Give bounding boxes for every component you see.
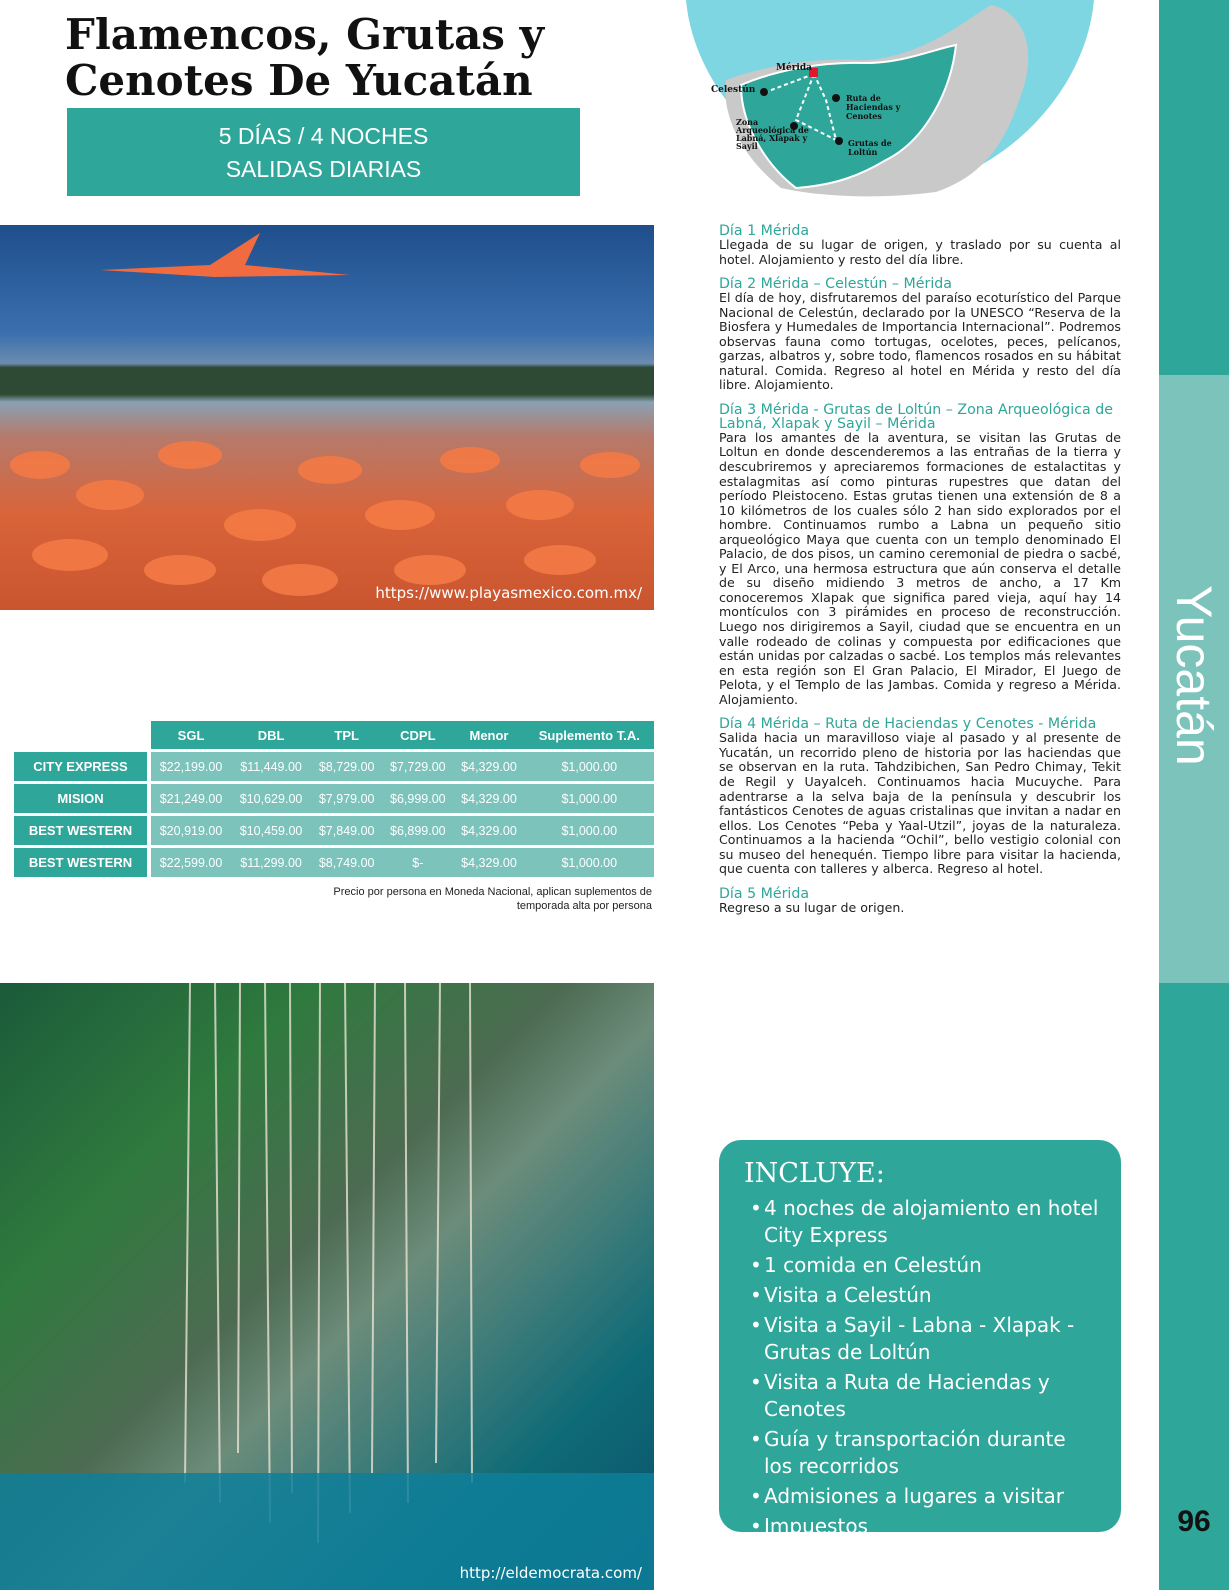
day-description: Regreso a su lugar de origen. [719, 899, 905, 915]
hotel-name: CITY EXPRESS [14, 752, 147, 781]
list-item: • Impuestos [764, 1513, 1099, 1540]
day-title: Día 5 Mérida [719, 885, 810, 902]
flamingos-photo [0, 225, 654, 610]
celestun-marker [760, 88, 768, 96]
price-cell: $10,629.00 [231, 784, 311, 813]
grutas-marker [835, 137, 843, 145]
flamingos-illustration [0, 225, 654, 610]
table-row [14, 752, 654, 781]
list-item: • Guía y transportación durante los recorridos [764, 1426, 1099, 1480]
price-cell: $7,979.00 [311, 784, 382, 813]
route-map [686, 0, 1094, 200]
map-label-zona-3: Labná, Xlapak y [736, 133, 808, 143]
header-tpl: TPL [311, 721, 382, 749]
price-cell: $7,729.00 [382, 752, 453, 781]
table-row [14, 784, 654, 813]
hotel-name: MISION [14, 784, 147, 813]
day-description: Para los amantes de la aventura, se visitan las Grutas de Loltun en donde descenderemos a las entrañas de la tierra y descubriremos y apreciaremos formaciones de estalactitas y estalagmitas así como pinturas rupestres que datan del período Pleistoceno. Estas grutas tienen una extensión de 8 a 10 kilómetros de los cuales sólo 2 han sido explorados por el hombre. Continuamos rumbo a Labna un pequeño sitio arqueológico Maya que cuenta con un templo denominado El Palacio, de dos pisos, un camino ceremonial de piedra o sacbé, y El Arco, una hermosa estructura que aún conserva el detalle de su diseño midiendo 3 metros de ancho, a 17 Km conoceremos Xlapak que significa pared vieja, aquí hay 14 montículos con 3 pirámides en proceso de reconstrucción. Luego nos dirigiremos a Sayil, ciudad que se encuentra en un valle rodeado de colinas y compuesta por edificaciones que están unidas por calzadas o sacbé. Los templos más relevantes en esta región son El Gran Palacio, El Mirador, El Juego de Pelota, y el Templo de las Jambas. Comida y regreso a Mérida. Alojamiento. [719, 429, 1121, 707]
price-note-line-1: Precio por persona en Moneda Nacional, aplican suplementos de [333, 886, 652, 898]
table-row [14, 848, 654, 877]
header-sgl: SGL [151, 721, 231, 749]
itinerary-day [719, 224, 1121, 267]
list-item: • 1 comida en Celestún [764, 1252, 1099, 1279]
flamingo-flock [10, 441, 640, 596]
map-label-zona-1: Zona [736, 117, 759, 127]
map-label-grutas-2: Loltún [848, 147, 878, 157]
price-note [280, 885, 652, 913]
itinerary [719, 224, 1121, 925]
header-suplemento: Suplemento T.A. [525, 721, 654, 749]
list-item: • Admisiones a lugares a visitar [764, 1483, 1099, 1510]
duration-text: 5 DÍAS / 4 NOCHES [218, 123, 429, 149]
flamingos-photo-credit: https://www.playasmexico.com.mx/ [375, 584, 642, 602]
includes-list [744, 1195, 1099, 1540]
price-cell: $4,329.00 [453, 816, 524, 845]
hotel-name: BEST WESTERN [14, 816, 147, 845]
price-note-line-2: temporada alta por persona [516, 900, 652, 912]
departures-text: SALIDAS DIARIAS [225, 156, 422, 182]
title-line-1: Flamencos, Grutas y [65, 10, 544, 59]
flying-flamingo [100, 233, 350, 277]
price-cell: $6,899.00 [382, 816, 453, 845]
day-title: Día 1 Mérida [719, 223, 810, 239]
price-cell: $11,299.00 [231, 848, 311, 877]
header-blank [14, 721, 147, 749]
price-cell: $21,249.00 [151, 784, 231, 813]
itinerary-day [719, 403, 1121, 707]
price-cell: $11,449.00 [231, 752, 311, 781]
day-title: Día 4 Mérida – Ruta de Haciendas y Cenotes - Mérida [719, 716, 1097, 733]
list-item: • Visita a Ruta de Haciendas y Cenotes [764, 1369, 1099, 1423]
price-cell: $1,000.00 [525, 752, 654, 781]
itinerary-day [719, 887, 1121, 916]
list-item: • Visita a Sayil - Labna - Xlapak - Grutas de Loltún [764, 1312, 1099, 1366]
cenote-photo-credit: http://eldemocrata.com/ [459, 1564, 642, 1582]
hanging-roots [185, 983, 472, 1543]
day-description: Salida hacia un maravilloso viaje al pasado y al presente de Yucatán, un recorrido pleno de historia por las haciendas que se observan en la ruta. Tahdzibichen, San Pedro Chimay, Tekit de Regil y Uayalceh. Continuamos hacia Mucuyche. Para adentrarse a la selva baja de la península y descubrir los fantásticos Cenotes de aguas cristalinas que invitan a nadar en ellos. Los Cenotes “Peba y Yaal-Utzil”, joyas de la naturaleza. Continuamos a la hacienda “Ochil”, bello vestigio colonial con su museo del henequén. Tiempo libre para visitar la hacienda, que cuenta con talleres y alberca. Regreso al hotel. [719, 730, 1121, 877]
table-row [14, 816, 654, 845]
price-cell: $4,329.00 [453, 848, 524, 877]
price-cell: $7,849.00 [311, 816, 382, 845]
sidebar-band-bottom [1159, 983, 1229, 1590]
price-cell: $22,199.00 [151, 752, 231, 781]
price-cell: $20,919.00 [151, 816, 231, 845]
map-label-celestun: Celestún [711, 85, 756, 95]
price-cell: $4,329.00 [453, 784, 524, 813]
map-label-grutas-1: Grutas de [848, 138, 892, 148]
cenote-illustration [0, 983, 654, 1590]
map-label-ruta-2: Haciendas y [846, 102, 901, 112]
ruta-marker [832, 94, 840, 102]
price-cell: $22,599.00 [151, 848, 231, 877]
map-label-zona-4: Sayil [736, 141, 758, 151]
page-title [65, 12, 625, 104]
sidebar-band-top [1159, 0, 1229, 375]
price-cell: $10,459.00 [231, 816, 311, 845]
price-cell: $6,999.00 [382, 784, 453, 813]
header-menor: Menor [453, 721, 524, 749]
price-table-header [14, 721, 654, 749]
map-label-merida: Mérida [776, 63, 812, 73]
section-label: Yucatán [1166, 584, 1222, 766]
includes-box [719, 1140, 1121, 1538]
itinerary-day [719, 717, 1121, 876]
price-cell: $1,000.00 [525, 816, 654, 845]
price-cell: $- [382, 848, 453, 877]
cenote-photo [0, 983, 654, 1590]
price-cell: $8,729.00 [311, 752, 382, 781]
duration-banner [67, 108, 580, 196]
includes-title: INCLUYE: [744, 1158, 885, 1189]
list-item: • Visita a Celestún [764, 1282, 1099, 1309]
map-label-ruta-3: Cenotes [846, 111, 882, 121]
price-cell: $1,000.00 [525, 848, 654, 877]
title-line-2: Cenotes De Yucatán [65, 56, 533, 105]
day-title: Día 3 Mérida - Grutas de Loltún – Zona Arqueológica de Labná, Xlapak y Sayil – Mérida [719, 401, 1113, 432]
map-label-zona-2: Arqueológica de [736, 125, 809, 135]
price-cell: $4,329.00 [453, 752, 524, 781]
day-description: Llegada de su lugar de origen, y traslado por su cuenta al hotel. Alojamiento y resto del día libre. [719, 237, 1121, 267]
day-description: El día de hoy, disfrutaremos del paraíso ecoturístico del Parque Nacional de Celestún, declarado por la UNESCO “Reserva de la Biosfera y Humedales de Importancia Internacional”. Podremos observas fauna como tortugas, ocelotes, peces, pelícanos, garzas, albatros y, sobre todo, flamencos rosados en su hábitat natural. Comida. Regreso al hotel en Mérida y resto del día libre. Alojamiento. [719, 290, 1121, 393]
price-table [14, 718, 654, 880]
hotel-name: BEST WESTERN [14, 848, 147, 877]
page-number: 96 [1177, 1505, 1211, 1538]
day-title: Día 2 Mérida – Celestún – Mérida [719, 276, 952, 293]
header-cdpl: CDPL [382, 721, 453, 749]
header-dbl: DBL [231, 721, 311, 749]
price-cell: $1,000.00 [525, 784, 654, 813]
list-item: • 4 noches de alojamiento en hotel City Express [764, 1195, 1099, 1249]
price-cell: $8,749.00 [311, 848, 382, 877]
map-label-ruta-1: Ruta de [846, 93, 881, 103]
itinerary-day [719, 277, 1121, 393]
